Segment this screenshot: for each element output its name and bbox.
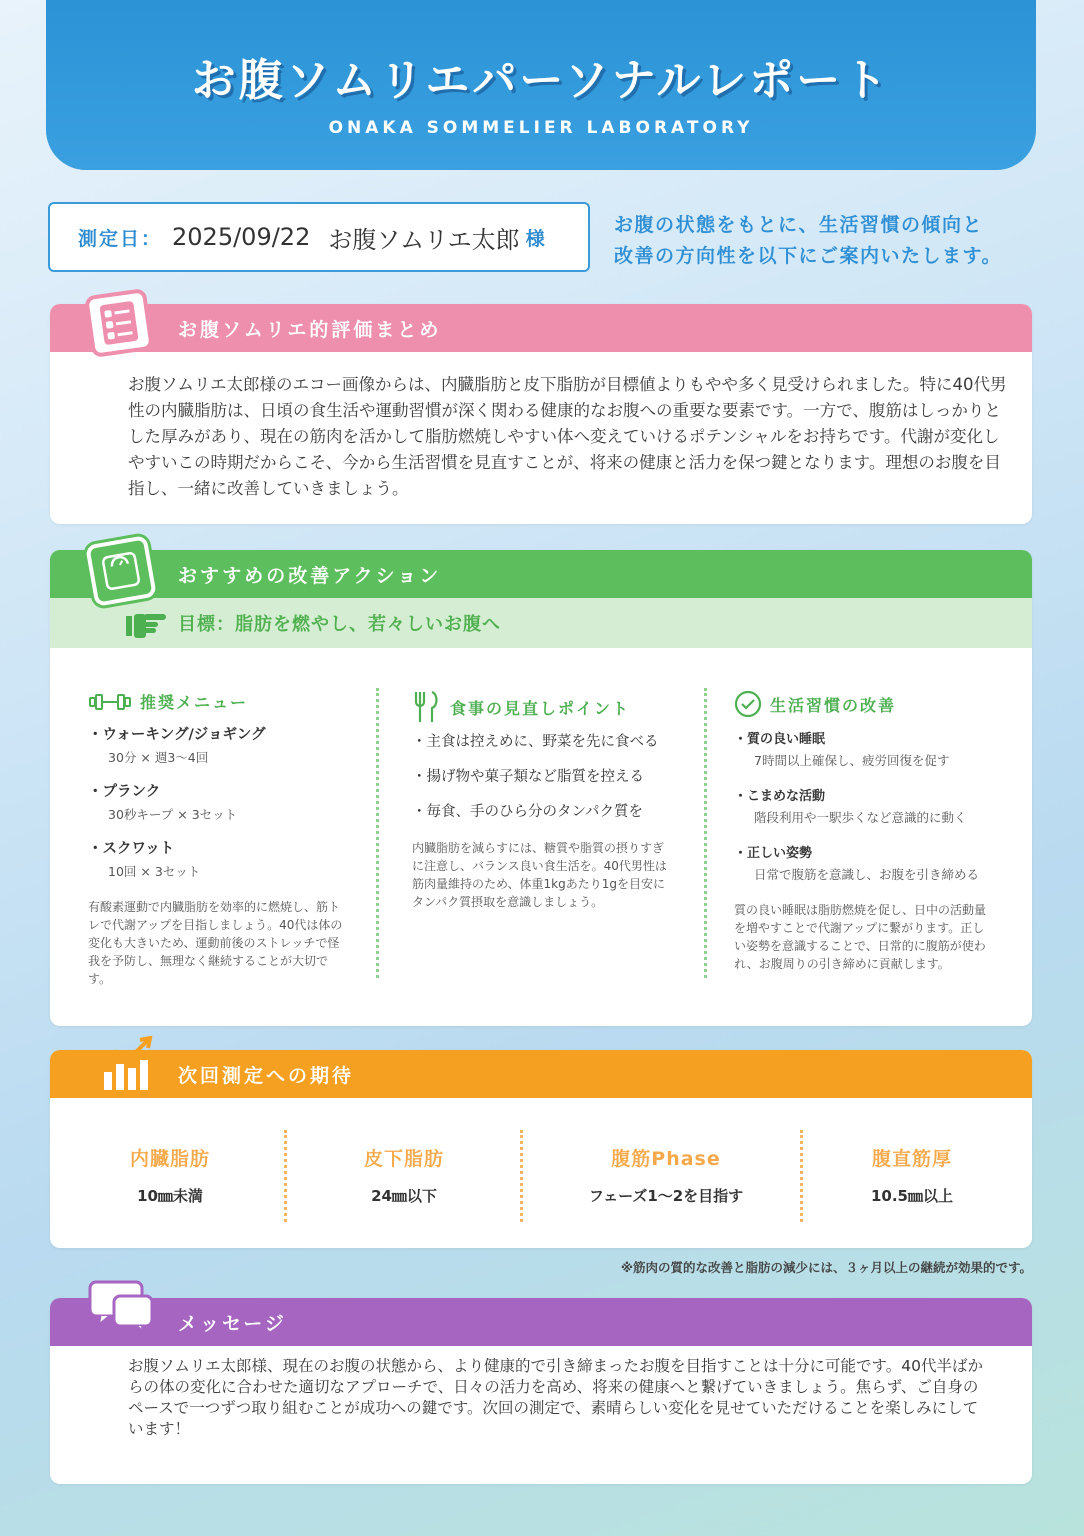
exercise-column xyxy=(88,690,350,988)
metric-divider xyxy=(520,1130,523,1222)
metric-label: 腹直筋厚 xyxy=(871,1148,952,1170)
message-card xyxy=(50,1298,1032,1484)
column-divider xyxy=(376,688,379,978)
footnote: ※筋肉の質的な改善と脂肪の減少には、３ヶ月以上の継続が効果的です。 xyxy=(620,1260,1032,1275)
fork-knife-icon xyxy=(412,690,442,724)
exercise-item xyxy=(88,780,350,823)
lifestyle-detail: 7時間以上確保し、疲労回復を促す xyxy=(754,753,950,768)
exercise-item xyxy=(88,723,350,766)
diet-item: ・毎食、手のひら分のタンパク質を xyxy=(412,804,643,820)
lifestyle-column xyxy=(734,690,996,973)
dumbbell-icon xyxy=(88,694,132,710)
honorific: 様 xyxy=(525,227,545,250)
lifestyle-name: ・こまめな活動 xyxy=(734,789,826,804)
pointing-hand-icon xyxy=(126,606,168,640)
expectation-header xyxy=(50,1050,1032,1098)
metric-label: 内臓脂肪 xyxy=(129,1148,210,1170)
metric-label: 腹筋Phase xyxy=(611,1148,721,1170)
lifestyle-name: ・質の良い睡眠 xyxy=(734,732,826,747)
exercise-item xyxy=(88,837,350,880)
checklist-icon xyxy=(84,288,154,358)
diet-item: ・揚げ物や菓子類など脂質を控える xyxy=(412,769,644,785)
lifestyle-name: ・正しい姿勢 xyxy=(734,846,813,861)
exercise-name: ・プランク xyxy=(88,784,161,800)
intro-line: お腹の状態をもとに、生活習慣の傾向と xyxy=(614,214,984,236)
summary-header xyxy=(50,304,1032,352)
intro-text xyxy=(614,210,1044,272)
exercise-name: ・ウォーキング/ジョギング xyxy=(88,727,266,743)
action-header xyxy=(50,550,1032,598)
lifestyle-detail: 階段利用や一駅歩くなど意識的に動く xyxy=(754,810,967,825)
metric-value: 24㎜以下 xyxy=(371,1187,437,1205)
exercise-detail: 30分 × 週3〜4回 xyxy=(108,750,209,765)
summary-card xyxy=(50,304,1032,524)
speech-bubble-icon xyxy=(88,1280,156,1336)
action-title: おすすめの改善アクション xyxy=(178,564,442,587)
metric-ab-phase xyxy=(566,1144,766,1206)
metric-visceral-fat xyxy=(90,1144,250,1206)
goal-text: 目標：脂肪を燃やし、若々しいお腹へ xyxy=(178,614,501,635)
exercise-note: 有酸素運動で内臓脂肪を効率的に燃焼し、筋トレで代謝アップを目指しましょう。40代は体の変化も大きいため、運動前後のストレッチで怪我を予防し、無理なく継続することが大切です。 xyxy=(88,900,343,986)
exercise-title-row xyxy=(88,690,350,713)
metric-divider xyxy=(284,1130,287,1222)
expectation-card xyxy=(50,1050,1032,1248)
measurement-date: 2025/09/22 xyxy=(172,223,311,251)
diet-column xyxy=(412,690,674,911)
report-title: お腹ソムリエパーソナルレポート xyxy=(191,55,891,106)
metric-value: 10.5㎜以上 xyxy=(870,1187,953,1205)
metric-value: フェーズ1〜2を目指す xyxy=(588,1187,744,1205)
lifestyle-detail: 日常で腹筋を意識し、お腹を引き締める xyxy=(754,867,980,882)
column-divider xyxy=(704,688,707,978)
exercise-name: ・スクワット xyxy=(88,841,175,857)
report-header xyxy=(46,0,1036,170)
goal-bar xyxy=(50,598,1032,648)
check-circle-icon xyxy=(734,690,762,718)
measurement-info xyxy=(48,202,590,272)
metric-subcutaneous-fat xyxy=(324,1144,484,1206)
exercise-title: 推奨メニュー xyxy=(140,693,249,712)
message-text: お腹ソムリエ太郎様、現在のお腹の状態から、より健康的で引き締まったお腹を目指すことは十分に可能です。40代半ばからの体の変化に合わせた適切なアプローチで、日々の活力を高め、将来の健康へと繋げていきましょう。焦らず、ご自身のペースで一つずつ取り組むことが成功への鍵です。次回の測定で、素晴らしい変化を見せていただけることを楽しみにしています！ xyxy=(128,1357,984,1438)
message-header xyxy=(50,1298,1032,1346)
lifestyle-note: 質の良い睡眠は脂肪燃焼を促し、日中の活動量を増やすことで代謝アップに繋がります。正しい姿勢を意識することで、日常的に腹筋が使われ、お腹周りの引き締めに貢献します。 xyxy=(734,903,987,971)
date-label: 測定日： xyxy=(78,227,163,250)
diet-title-row xyxy=(412,690,674,724)
metric-divider xyxy=(800,1130,803,1222)
scale-icon xyxy=(85,535,157,607)
diet-item: ・主食は控えめに、野菜を先に食べる xyxy=(412,734,659,750)
exercise-detail: 30秒キープ × 3セット xyxy=(108,807,238,822)
bar-chart-icon xyxy=(96,1036,156,1092)
message-title: メッセージ xyxy=(178,1312,287,1335)
metric-rectus-thickness xyxy=(832,1144,992,1206)
action-card xyxy=(50,550,1032,1026)
exercise-detail: 10回 × 3セット xyxy=(108,864,201,879)
metric-label: 皮下脂肪 xyxy=(363,1148,444,1170)
customer-name: お腹ソムリエ太郎 xyxy=(328,225,520,254)
summary-title: お腹ソムリエ的評価まとめ xyxy=(178,318,442,341)
diet-note: 内臓脂肪を減らすには、糖質や脂質の摂りすぎに注意し、バランス良い食生活を。40代男性は筋肉量維持のため、体重1kgあたり1gを目安にタンパク質摂取を意識しましょう。 xyxy=(412,841,667,909)
lifestyle-title-row xyxy=(734,690,996,718)
metric-value: 10㎜未満 xyxy=(137,1187,203,1205)
summary-text: お腹ソムリエ太郎様のエコー画像からは、内臓脂肪と皮下脂肪が目標値よりもやや多く見受けられました。特に40代男性の内臓脂肪は、日頃の食生活や運動習慣が深く関わる健康的なお腹への重要な要素です。一方で、腹筋はしっかりとした厚みがあり、現在の筋肉を活かして脂肪燃焼しやすい体へ変えていけるポテンシャルをお持ちです。代謝が変化しやすいこの時期だからこそ、今から生活習慣を見直すことが、将来の健康と活力を保つ鍵となります。理想のお腹を目指し、一緒に改善していきましょう。 xyxy=(128,375,1007,498)
lifestyle-title: 生活習慣の改善 xyxy=(770,695,897,715)
report-subtitle: ONAKA SOMMELIER LABORATORY xyxy=(328,118,754,138)
diet-title: 食事の見直しポイント xyxy=(450,698,631,718)
expectation-title: 次回測定への期待 xyxy=(178,1064,355,1087)
intro-line: 改善の方向性を以下にご案内いたします。 xyxy=(614,245,1002,267)
